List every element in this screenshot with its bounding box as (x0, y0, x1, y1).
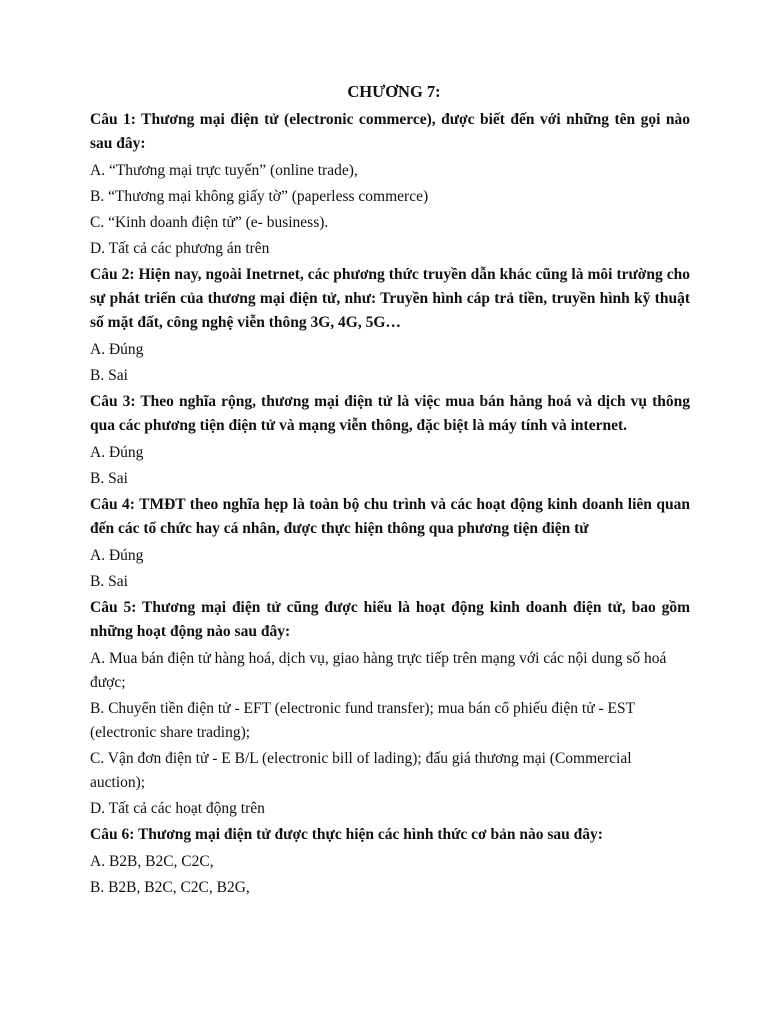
option-c: C. Vận đơn điện tử - E B/L (electronic bill of lading); đấu giá thương mại (Commercial auction); (90, 750, 632, 791)
option-a: A. Đúng (90, 547, 144, 564)
question-text: Câu 3: Theo nghĩa rộng, thương mại điện tử là việc mua bán hàng hoá và dịch vụ thông qua các phương tiện điện tử và mạng viễn thông, đặc biệt là máy tính và internet. (90, 393, 690, 434)
question-5 (90, 596, 690, 821)
question-text: Câu 4: TMĐT theo nghĩa hẹp là toàn bộ chu trình và các hoạt động kinh doanh liên quan đến các tổ chức hay cá nhân, được thực hiện thông qua phương tiện điện tử (90, 496, 690, 537)
option-b: B. Sai (90, 470, 128, 487)
question-text: Câu 6: Thương mại điện tử được thực hiện các hình thức cơ bản nào sau đây: (90, 826, 603, 843)
option-b: B. B2B, B2C, C2C, B2G, (90, 879, 250, 896)
option-b: B. Sai (90, 367, 128, 384)
option-a: A. B2B, B2C, C2C, (90, 853, 214, 870)
question-4 (90, 493, 690, 594)
option-a: A. Đúng (90, 444, 144, 461)
option-b: B. Chuyển tiền điện tử - EFT (electronic fund transfer); mua bán cổ phiếu điện tử - EST (electronic share trading); (90, 700, 635, 741)
question-1 (90, 108, 690, 261)
option-b: B. “Thương mại không giấy tờ” (paperless commerce) (90, 188, 429, 205)
option-a: A. “Thương mại trực tuyến” (online trade), (90, 162, 358, 179)
question-6 (90, 823, 690, 900)
option-a: A. Đúng (90, 341, 144, 358)
question-text: Câu 2: Hiện nay, ngoài Inetrnet, các phương thức truyền dẫn khác cũng là môi trường cho sự phát triển của thương mại điện tử, như: Truyền hình cáp trả tiền, truyền hình kỹ thuật số mặt đất, công nghệ viễn thông 3G, 4G, 5G… (90, 266, 690, 331)
question-text: Câu 1: Thương mại điện tử (electronic commerce), được biết đến với những tên gọi nào sau đây: (90, 111, 690, 152)
option-a: A. Mua bán điện tử hàng hoá, dịch vụ, giao hàng trực tiếp trên mạng với các nội dung số hoá được; (90, 650, 667, 691)
question-3 (90, 390, 690, 491)
question-text: Câu 5: Thương mại điện tử cũng được hiểu là hoạt động kinh doanh điện tử, bao gồm những hoạt động nào sau đây: (90, 599, 690, 640)
option-d: D. Tất cả các hoạt động trên (90, 800, 265, 817)
chapter-title: CHƯƠNG 7: (347, 82, 441, 101)
question-2 (90, 263, 690, 388)
option-c: C. “Kinh doanh điện tử” (e- business). (90, 214, 329, 231)
option-d: D. Tất cả các phương án trên (90, 240, 270, 257)
option-b: B. Sai (90, 573, 128, 590)
